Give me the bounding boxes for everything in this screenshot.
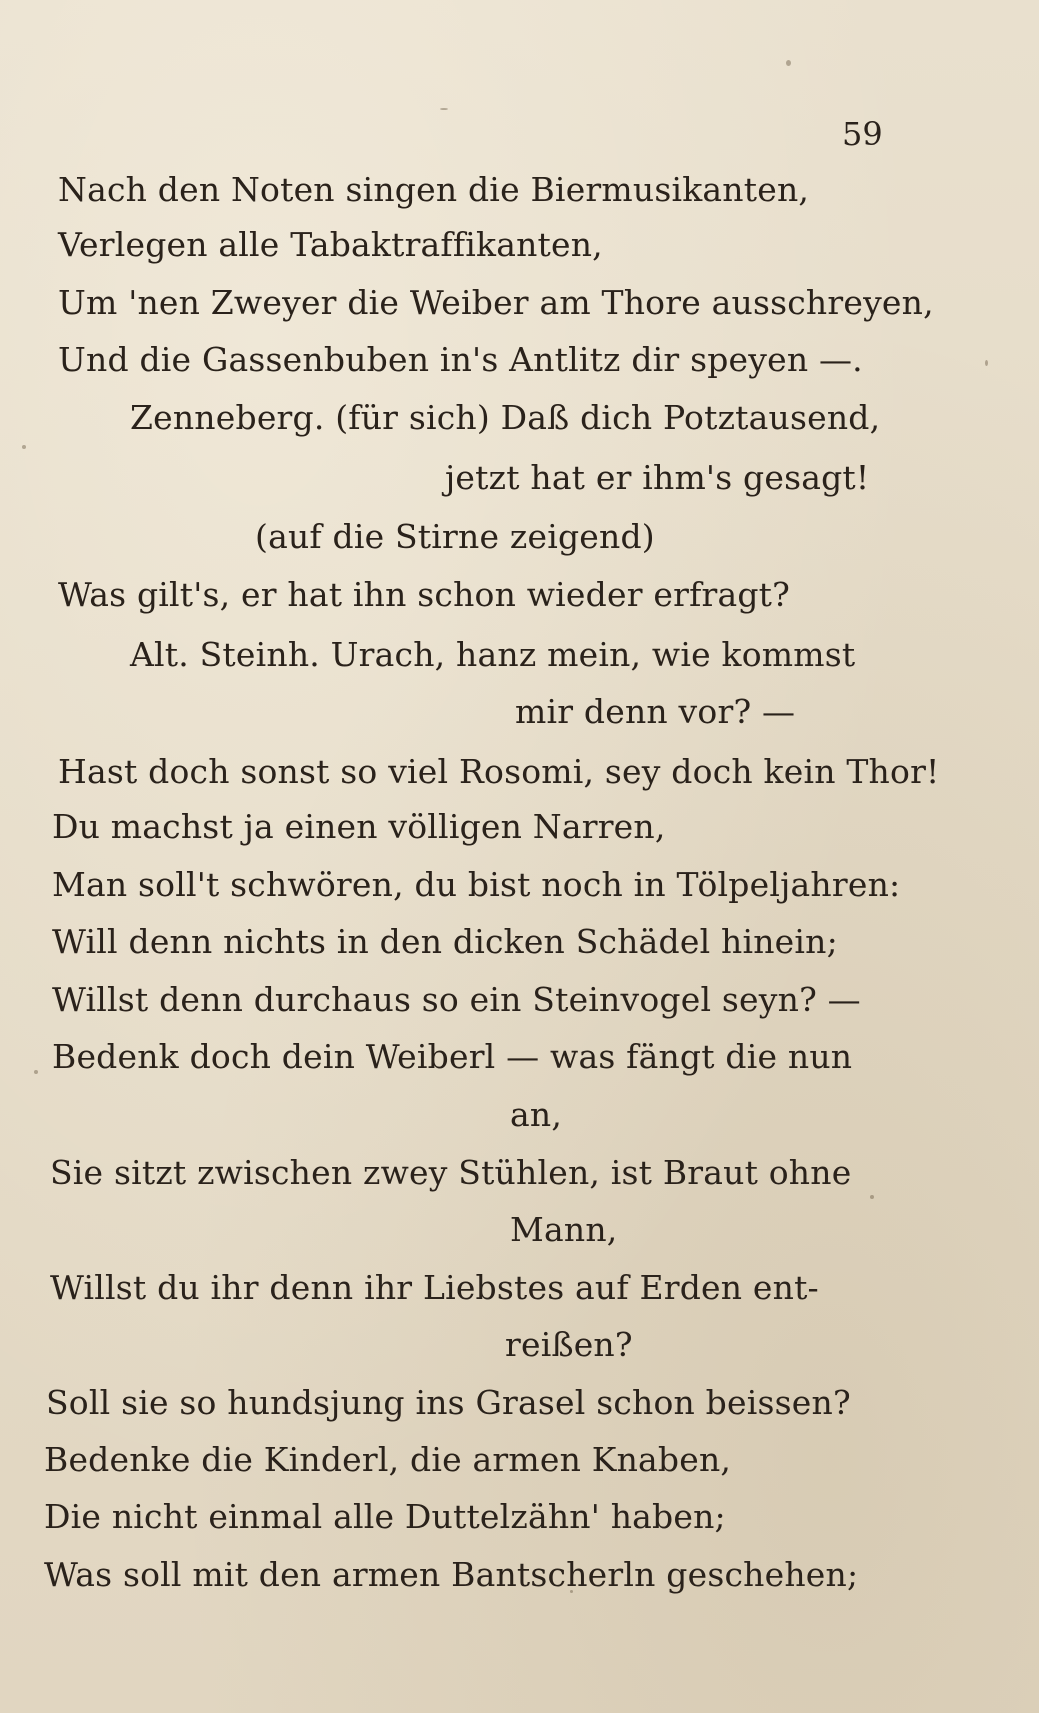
text-line: Nach den Noten singen die Biermusikanten, <box>58 170 810 209</box>
text-line: Und die Gassenbuben in's Antlitz dir speyen —. <box>58 340 863 379</box>
text-line: Will denn nichts in den dicken Schädel hinein; <box>52 922 838 961</box>
text-line: mir denn vor? — <box>515 692 796 731</box>
text-line: Hast doch sonst so viel Rosomi, sey doch kein Thor! <box>58 752 940 791</box>
text-line: Die nicht einmal alle Duttelzähn' haben; <box>44 1497 726 1536</box>
text-line: Du machst ja einen völligen Narren, <box>52 807 666 846</box>
text-line: Willst denn durchaus so ein Steinvogel seyn? — <box>52 980 861 1019</box>
stage-direction: (auf die Stirne zeigend) <box>255 517 655 556</box>
text-line: Bedenke die Kinderl, die armen Knaben, <box>44 1440 732 1479</box>
speaker-line: Alt. Steinh. Urach, hanz mein, wie kommst <box>130 635 856 674</box>
text-line: jetzt hat er ihm's gesagt! <box>445 458 870 497</box>
text-line: Verlegen alle Tabaktraffikanten, <box>58 225 603 264</box>
text-line: Sie sitzt zwischen zwey Stühlen, ist Braut ohne <box>50 1153 852 1192</box>
text-line: Soll sie so hundsjung ins Grasel schon beissen? <box>46 1383 851 1422</box>
text-line: Was soll mit den armen Bantscherln geschehen; <box>44 1555 859 1594</box>
speaker-line: Zenneberg. (für sich) Daß dich Potztausend, <box>130 398 881 437</box>
text-line: Bedenk doch dein Weiberl — was fängt die nun <box>52 1037 853 1076</box>
text-line: Willst du ihr denn ihr Liebstes auf Erden ent- <box>50 1268 819 1307</box>
page-number: 59 <box>842 115 883 153</box>
text-line: Man soll't schwören, du bist noch in Tölpeljahren: <box>52 865 901 904</box>
text-line: Um 'nen Zweyer die Weiber am Thore ausschreyen, <box>58 283 934 322</box>
text-line: Was gilt's, er hat ihn schon wieder erfragt? <box>58 575 791 614</box>
text-line: reißen? <box>505 1325 633 1364</box>
text-line: Mann, <box>510 1210 618 1249</box>
text-line: an, <box>510 1095 563 1134</box>
